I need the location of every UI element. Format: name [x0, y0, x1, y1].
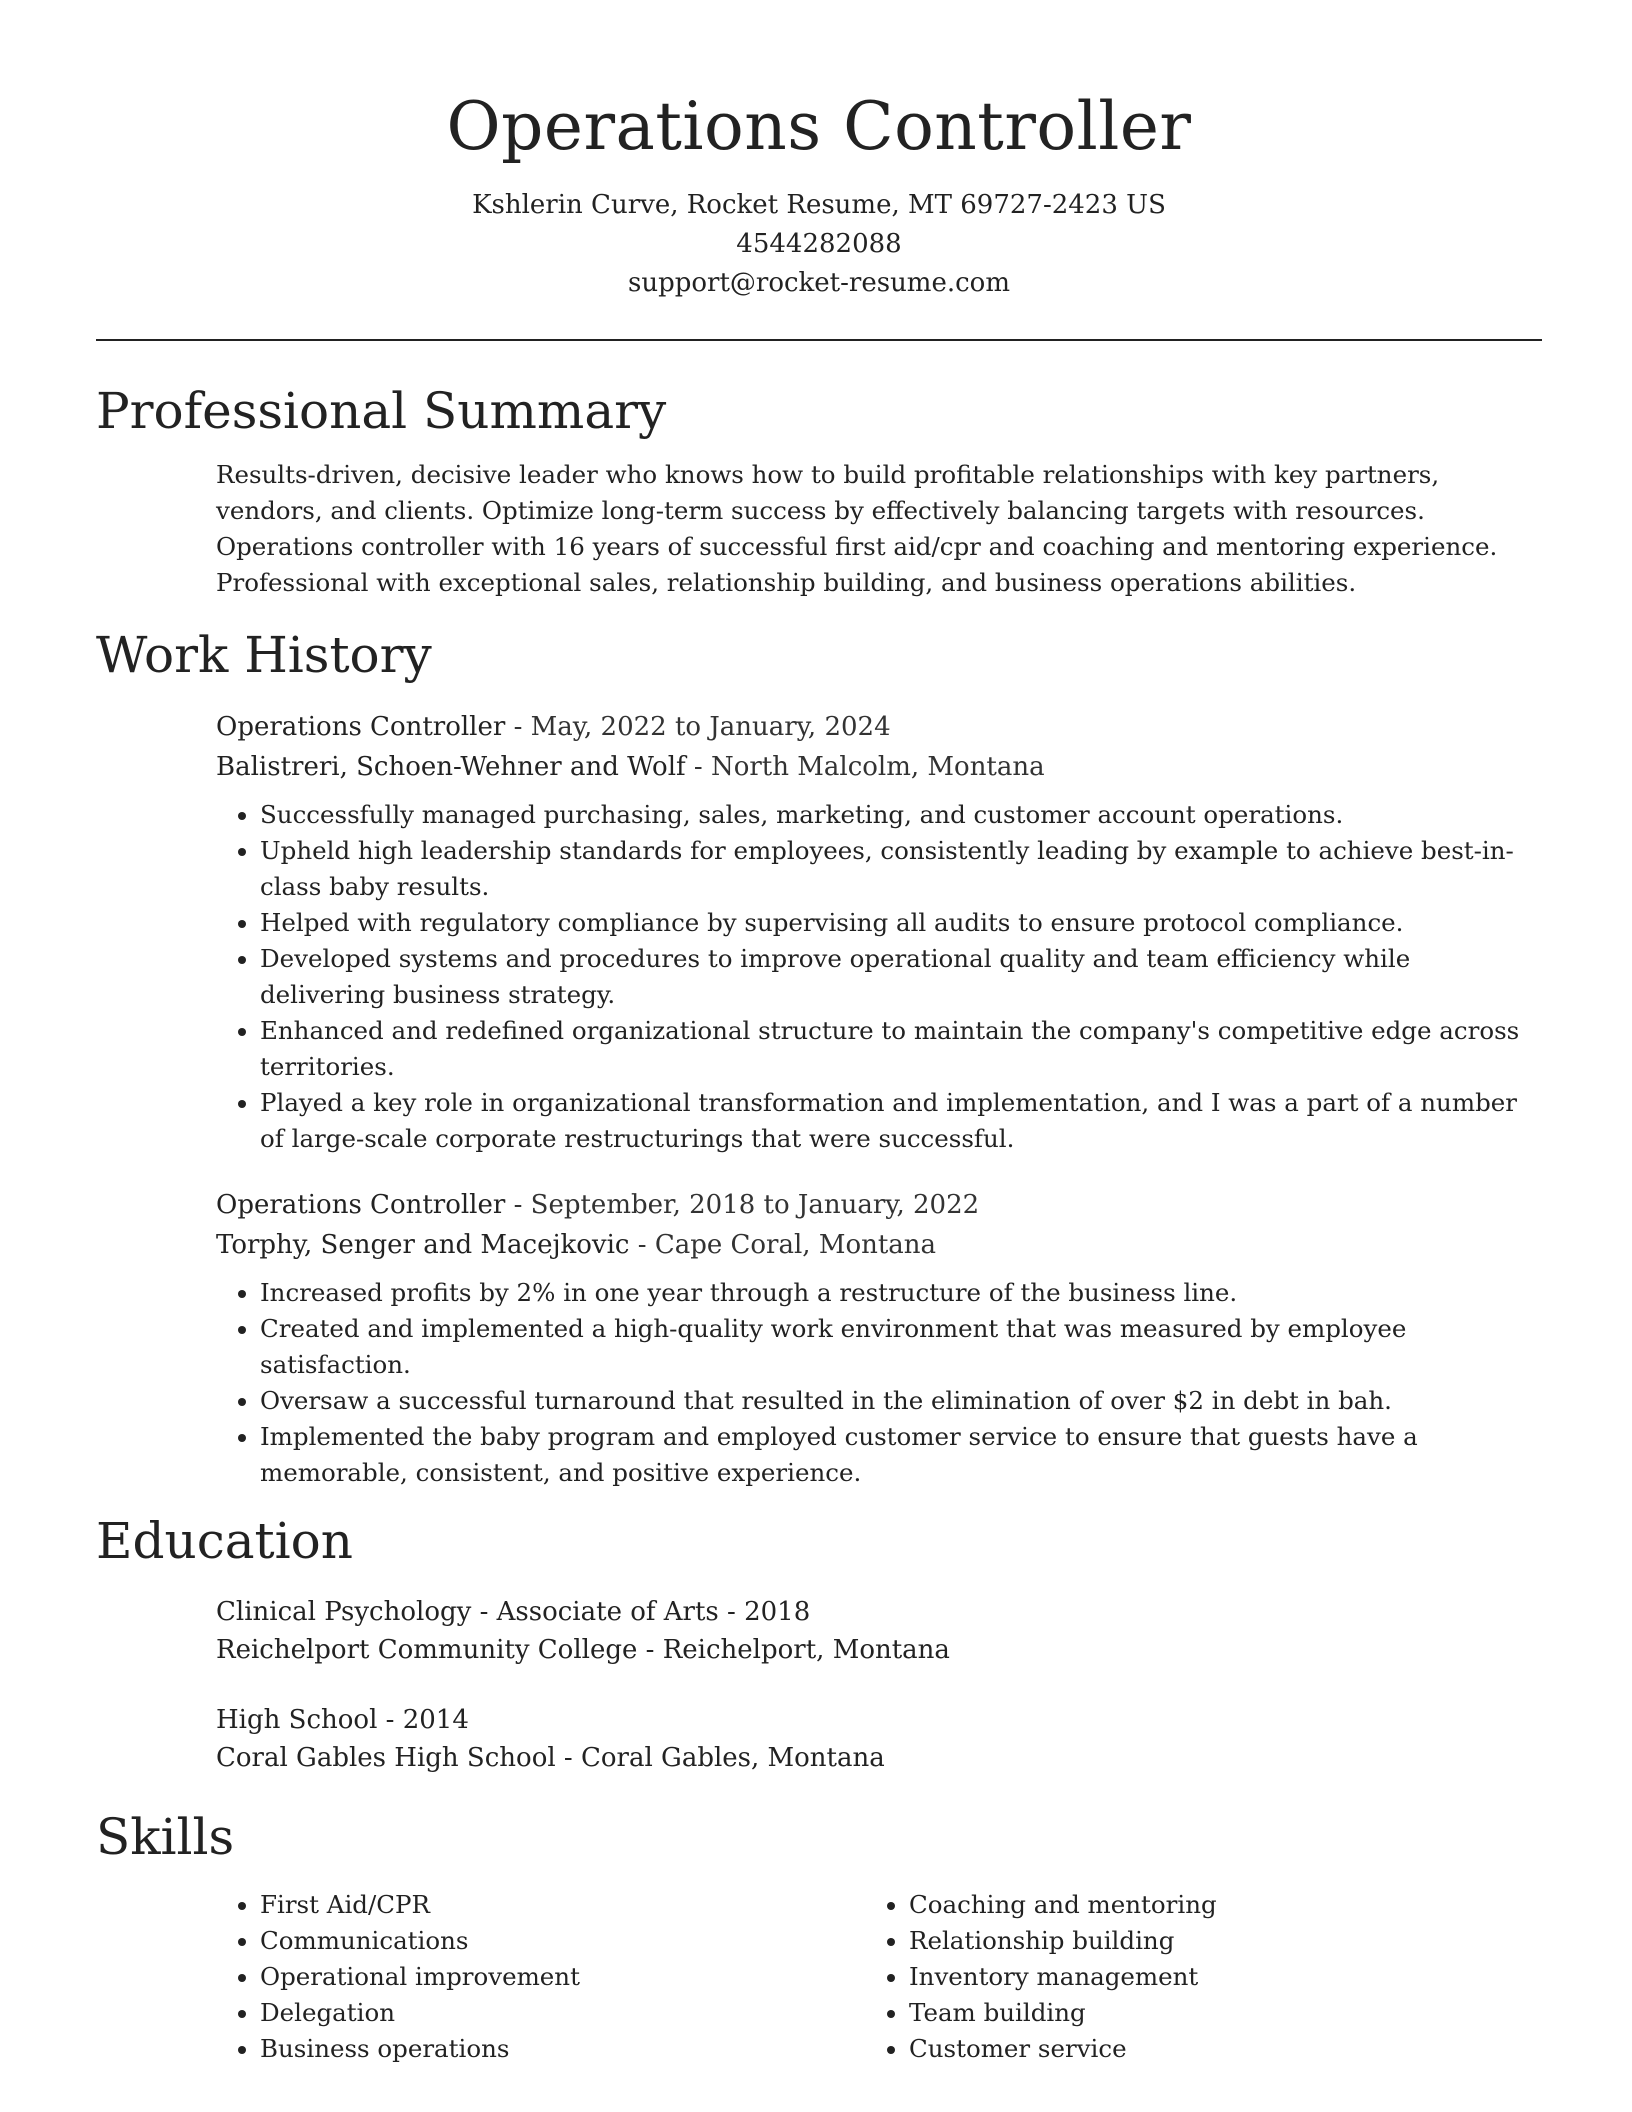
job-company: Balistreri, Schoen-Wehner and Wolf	[216, 752, 686, 782]
education-location: - Coral Gables, Montana	[555, 1743, 885, 1773]
skill-item: • Inventory management	[909, 1959, 1509, 1995]
list-item: • Created and implemented a high-quality work environment that was measured by employee satisfaction.	[260, 1311, 1542, 1383]
education-heading: Education	[96, 1512, 353, 1570]
job-company: Torphy, Senger and Macejkovic	[216, 1230, 630, 1260]
education-list	[216, 1593, 1542, 1777]
resume-header	[96, 0, 1542, 303]
education-school-line	[216, 1631, 1542, 1669]
work-history-heading: Work History	[96, 626, 432, 684]
job-company-line	[216, 747, 1542, 787]
education-school: Reichelport Community College	[216, 1635, 638, 1665]
education-school-line	[216, 1739, 1542, 1777]
contact-block	[96, 186, 1542, 303]
email-line: support@rocket-resume.com	[627, 268, 1010, 298]
job-location: - North Malcolm, Montana	[685, 752, 1045, 782]
candidate-title: Operations Controller	[446, 88, 1192, 165]
list-item: • Oversaw a successful turnaround that resulted in the elimination of over $2 in debt in bah.	[260, 1383, 1542, 1419]
job-role-line	[216, 707, 1542, 747]
education-school: Coral Gables High School	[216, 1743, 556, 1773]
list-item: • Enhanced and redefined organizational structure to maintain the company's competitive edge across territories.	[260, 1013, 1542, 1085]
job-bullets	[216, 1275, 1542, 1491]
list-item: • Developed systems and procedures to improve operational quality and team efficiency while delivering business strategy.	[260, 941, 1542, 1013]
education-degree: Clinical Psychology - Associate of Arts - 2018	[216, 1597, 811, 1627]
job-role: Operations Controller	[216, 1190, 506, 1220]
skill-item: • Team building	[909, 1995, 1509, 2031]
phone-line: 4544282088	[736, 229, 902, 259]
skill-item: • Coaching and mentoring	[909, 1887, 1509, 1923]
summary-text: Results-driven, decisive leader who knows how to build profitable relationships with key partners, vendors, and clients. Optimize long-term success by effectively balancing targets with resources. Operations controller with 16 years of successful first aid/cpr and coaching and mentoring experience. Professional with exceptional sales, relationship building, and business operations abilities.	[216, 460, 1498, 597]
list-item: • Successfully managed purchasing, sales, marketing, and customer account operations.	[260, 797, 1542, 833]
job-role-line	[216, 1185, 1542, 1225]
skill-item: • Customer service	[909, 2031, 1509, 2067]
job-dates: - September, 2018 to January, 2022	[505, 1190, 980, 1220]
list-item: • Implemented the baby program and employed customer service to ensure that guests have a memorable, consistent, and positive experience.	[260, 1419, 1542, 1491]
header-divider	[96, 339, 1542, 341]
skill-item: • Delegation	[260, 1995, 865, 2031]
skills-heading: Skills	[96, 1808, 235, 1866]
skills-column-right	[865, 1887, 1509, 2067]
skill-item: • Relationship building	[909, 1923, 1509, 1959]
skills-grid	[216, 1887, 1542, 2067]
job-location: - Cape Coral, Montana	[629, 1230, 937, 1260]
address-line: Kshlerin Curve, Rocket Resume, MT 69727-2423 US	[472, 190, 1166, 220]
list-item: • Helped with regulatory compliance by supervising all audits to ensure protocol compliance.	[260, 905, 1542, 941]
education-entry	[216, 1593, 1542, 1669]
job-bullets	[216, 797, 1542, 1157]
skill-item: • Operational improvement	[260, 1959, 865, 1995]
job-entry	[216, 1185, 1542, 1491]
list-item: • Upheld high leadership standards for employees, consistently leading by example to achieve best-in-class baby results.	[260, 833, 1542, 905]
skill-item: • Communications	[260, 1923, 865, 1959]
education-entry	[216, 1701, 1542, 1777]
list-item: • Played a key role in organizational transformation and implementation, and I was a part of a number of large-scale corporate restructurings that were successful.	[260, 1085, 1542, 1157]
education-location: - Reichelport, Montana	[637, 1635, 950, 1665]
skills-column-left	[216, 1887, 865, 2067]
job-company-line	[216, 1225, 1542, 1265]
job-dates: - May, 2022 to January, 2024	[505, 712, 891, 742]
skill-item: • First Aid/CPR	[260, 1887, 865, 1923]
education-degree: High School - 2014	[216, 1705, 469, 1735]
resume-page	[96, 0, 1542, 2112]
list-item: • Increased profits by 2% in one year through a restructure of the business line.	[260, 1275, 1542, 1311]
summary-heading: Professional Summary	[96, 382, 667, 440]
skill-item: • Business operations	[260, 2031, 865, 2067]
job-entry	[216, 707, 1542, 1157]
job-role: Operations Controller	[216, 712, 506, 742]
work-history-list	[216, 707, 1542, 1491]
